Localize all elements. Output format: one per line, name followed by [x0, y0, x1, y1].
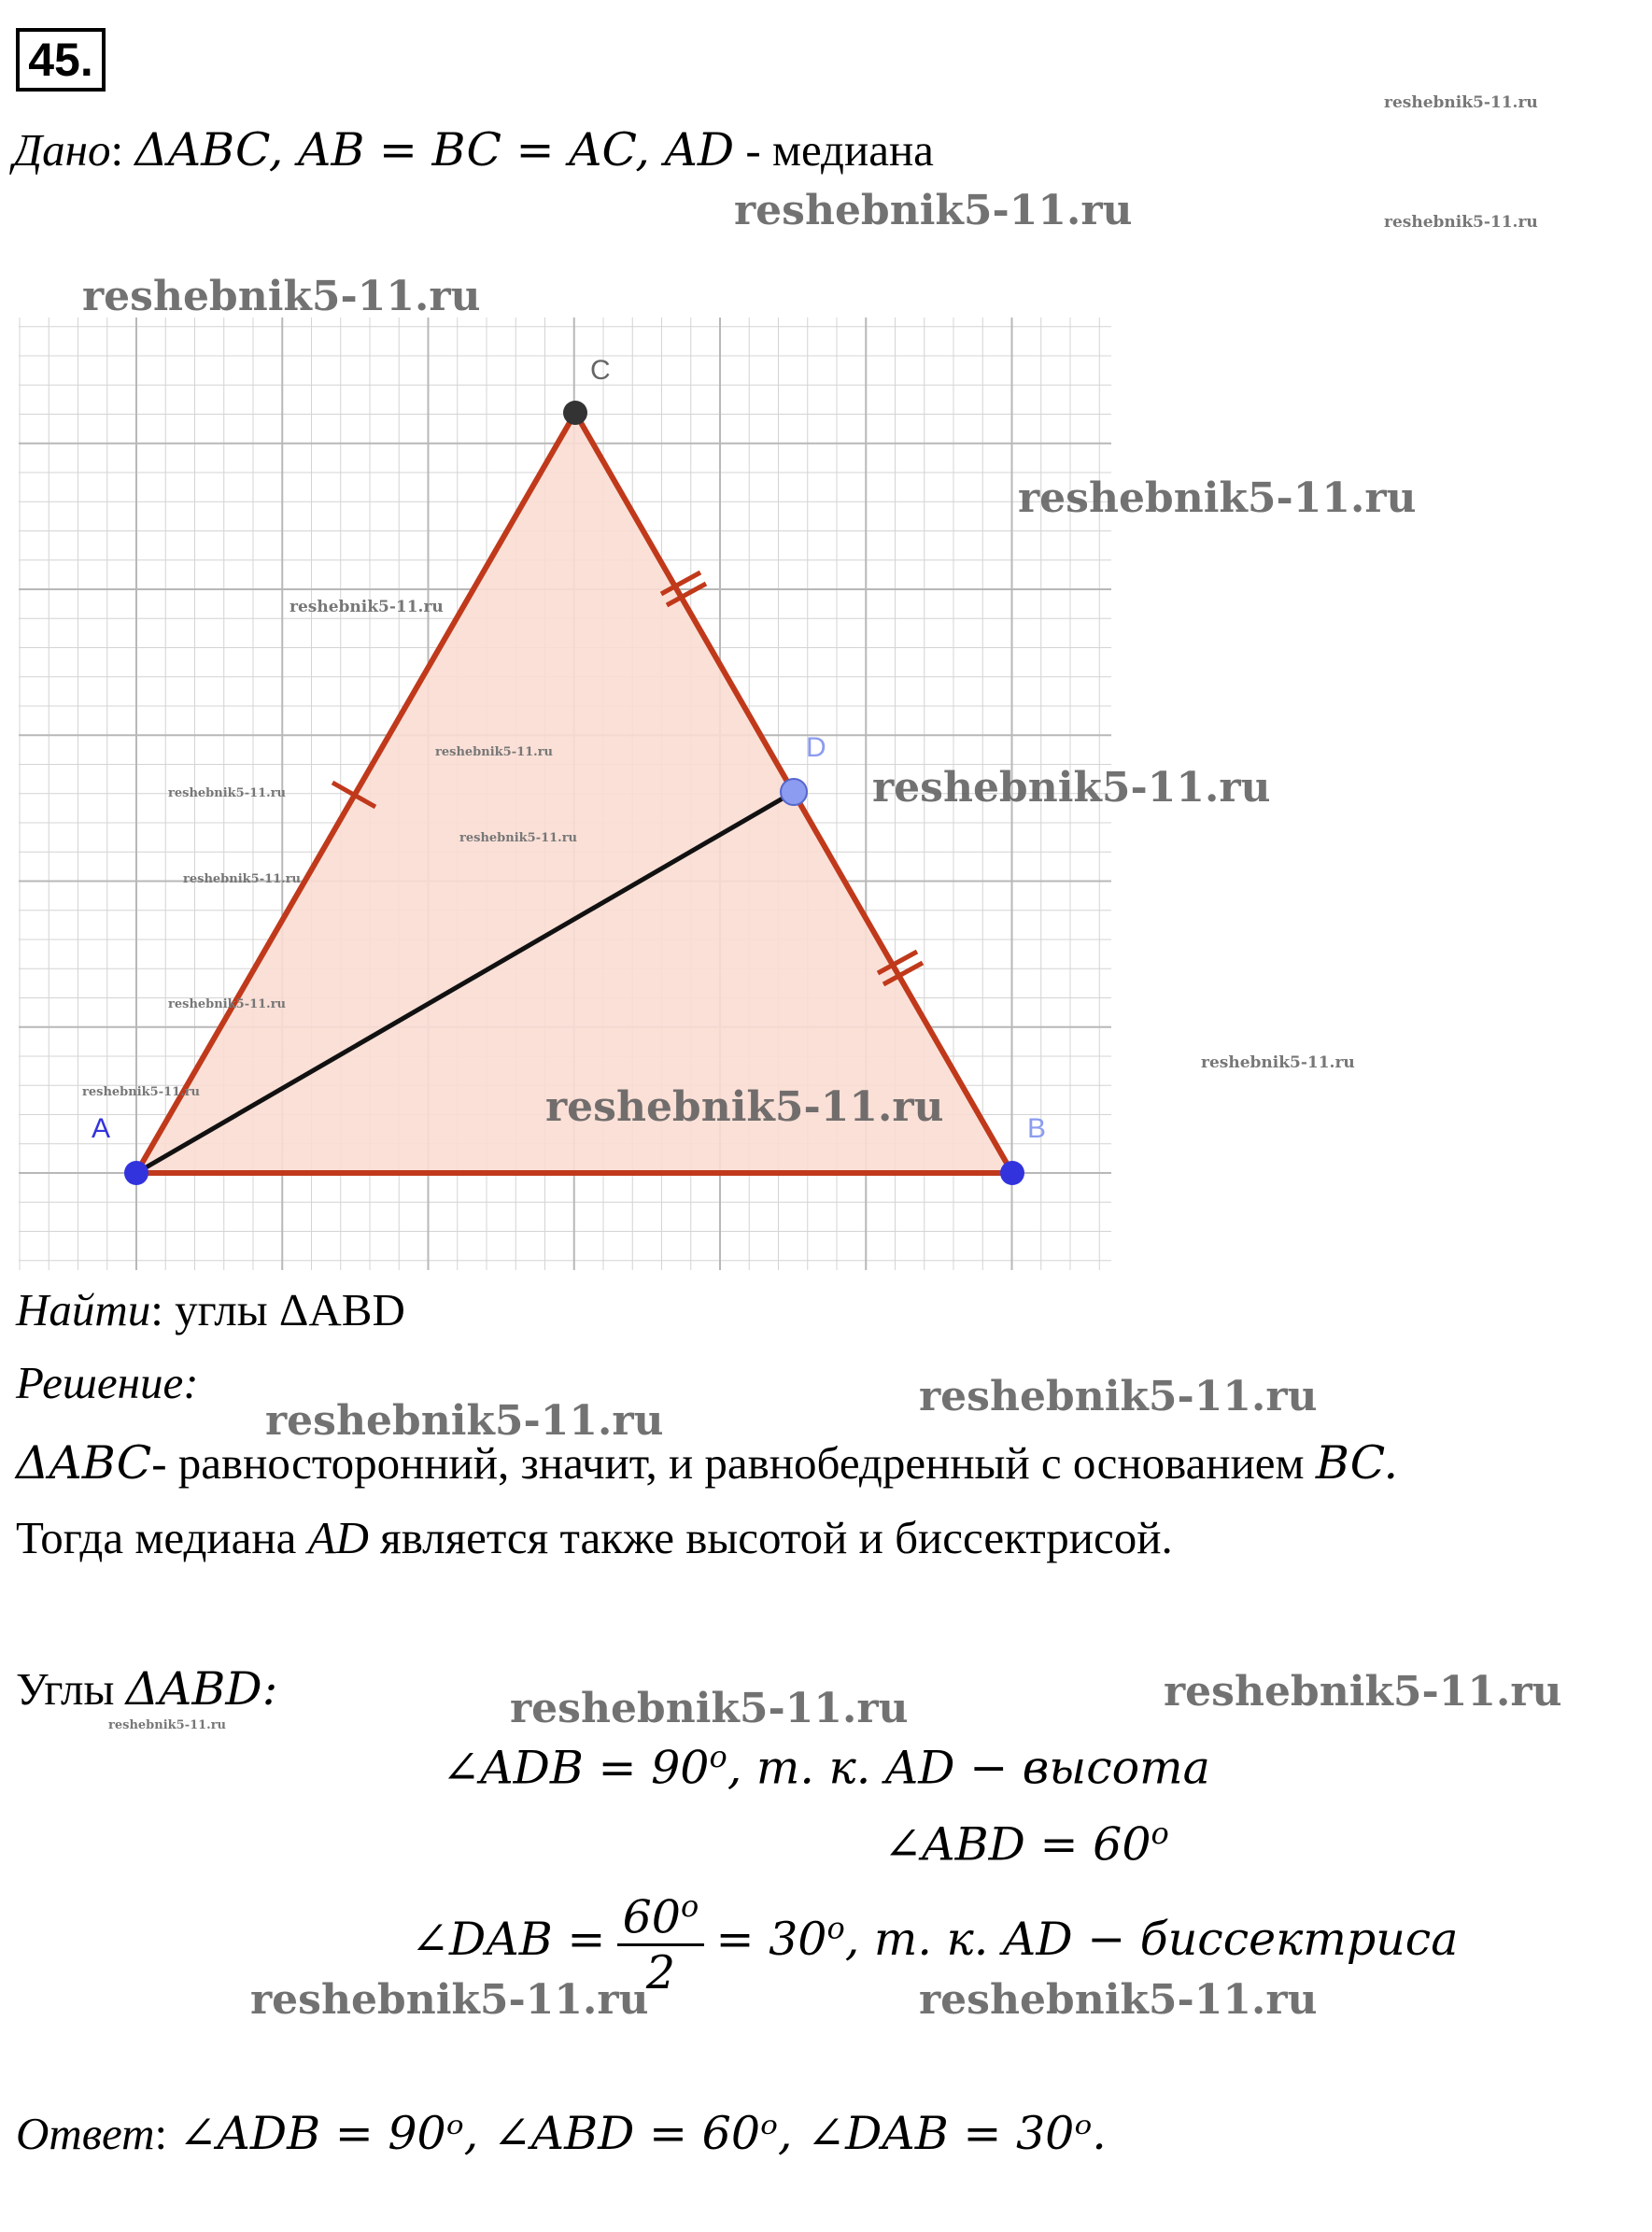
watermark: reshebnik5-11.ru: [289, 598, 444, 616]
solution-line2-pre: Тогда медиана: [16, 1512, 297, 1563]
equation-1: [0, 1739, 1652, 1794]
point-b: [1000, 1161, 1024, 1185]
watermark: reshebnik5-11.ru: [919, 1373, 1318, 1420]
solution-line1-math: ΔABC: [16, 1436, 152, 1490]
solution-line1-end: BC.: [1315, 1436, 1399, 1490]
watermark: reshebnik5-11.ru: [265, 1397, 664, 1445]
problem-number: 45.: [16, 28, 106, 92]
watermark: reshebnik5-11.ru: [168, 997, 287, 1011]
watermark: reshebnik5-11.ru: [1384, 93, 1538, 112]
watermark: reshebnik5-11.ru: [250, 1976, 649, 2024]
solution-line1-text: - равносторонний, значит, и равнобедренный с основанием: [151, 1437, 1305, 1489]
label-d: D: [806, 732, 826, 763]
watermark: reshebnik5-11.ru: [168, 786, 287, 800]
eq3-post: = 30: [715, 1912, 827, 1966]
find-text: углы ΔABD: [175, 1284, 405, 1335]
eq3-pre: ∠DAB =: [411, 1912, 606, 1966]
solution-line2-math: AD: [307, 1512, 369, 1563]
label-a: A: [92, 1113, 111, 1144]
label-c: C: [590, 355, 611, 386]
given-condition: ΔABC, AB = BC = AC, AD: [134, 123, 735, 177]
eq3-num: 60: [622, 1890, 681, 1944]
given-text: - медиана: [745, 124, 934, 176]
eq2-main: ∠ABD = 60: [883, 1817, 1151, 1872]
point-a: [124, 1161, 148, 1185]
answer-label: Ответ: [16, 2108, 155, 2159]
label-b: B: [1027, 1113, 1047, 1144]
eq3-post-sup: o: [826, 1910, 845, 1946]
angles-label: Углы: [16, 1663, 115, 1715]
answer-line: Ответ: ∠ADB = 90ᵒ, ∠ABD = 60ᵒ, ∠DAB = 30ᵒ.: [16, 2107, 1107, 2160]
watermark: reshebnik5-11.ru: [919, 1976, 1318, 2024]
answer-text: ∠ADB = 90ᵒ, ∠ABD = 60ᵒ, ∠DAB = 30ᵒ.: [178, 2107, 1107, 2160]
solution-label: Решение: [16, 1357, 184, 1408]
watermark: reshebnik5-11.ru: [734, 187, 1133, 234]
solution-label-line: Решение:: [16, 1357, 199, 1408]
angles-heading: [16, 1662, 277, 1716]
eq3-num-sup: o: [680, 1888, 699, 1924]
watermark: reshebnik5-11.ru: [872, 764, 1271, 812]
eq3-den: 2: [645, 1946, 676, 2000]
watermark: reshebnik5-11.ru: [82, 273, 481, 320]
watermark: reshebnik5-11.ru: [108, 1718, 227, 1732]
angles-triangle: ΔABD:: [125, 1662, 278, 1716]
watermark: reshebnik5-11.ru: [1384, 213, 1538, 232]
watermark: reshebnik5-11.ru: [183, 872, 302, 886]
given-label: Дано: [13, 124, 111, 176]
point-d: [781, 779, 807, 805]
point-c: [563, 401, 587, 425]
eq3-tail: , т. к. AD − биссектриса: [844, 1912, 1459, 1966]
eq1-tail: , т. к. AD − высота: [727, 1741, 1210, 1795]
eq1-sup: o: [709, 1739, 727, 1774]
solution-line-1: [16, 1436, 1398, 1490]
watermark: reshebnik5-11.ru: [435, 745, 554, 759]
watermark: reshebnik5-11.ru: [545, 1083, 944, 1131]
watermark: reshebnik5-11.ru: [510, 1685, 909, 1732]
watermark: reshebnik5-11.ru: [459, 831, 578, 845]
given-line: Дано: ΔABC, AB = BC = AC, AD - медиана: [13, 123, 934, 177]
equation-2: [0, 1815, 1652, 1871]
watermark: reshebnik5-11.ru: [82, 1085, 201, 1099]
find-line: Найти: углы ΔABD: [16, 1284, 405, 1335]
watermark: reshebnik5-11.ru: [1201, 1053, 1355, 1072]
watermark: reshebnik5-11.ru: [1164, 1668, 1562, 1716]
eq2-sup: o: [1151, 1815, 1169, 1851]
solution-line2-post: является также высотой и биссектрисой.: [380, 1512, 1173, 1563]
solution-line-2: [16, 1511, 1173, 1564]
eq1-main: ∠ADB = 90: [442, 1741, 710, 1795]
watermark: reshebnik5-11.ru: [1018, 474, 1417, 522]
find-label: Найти: [16, 1284, 151, 1335]
